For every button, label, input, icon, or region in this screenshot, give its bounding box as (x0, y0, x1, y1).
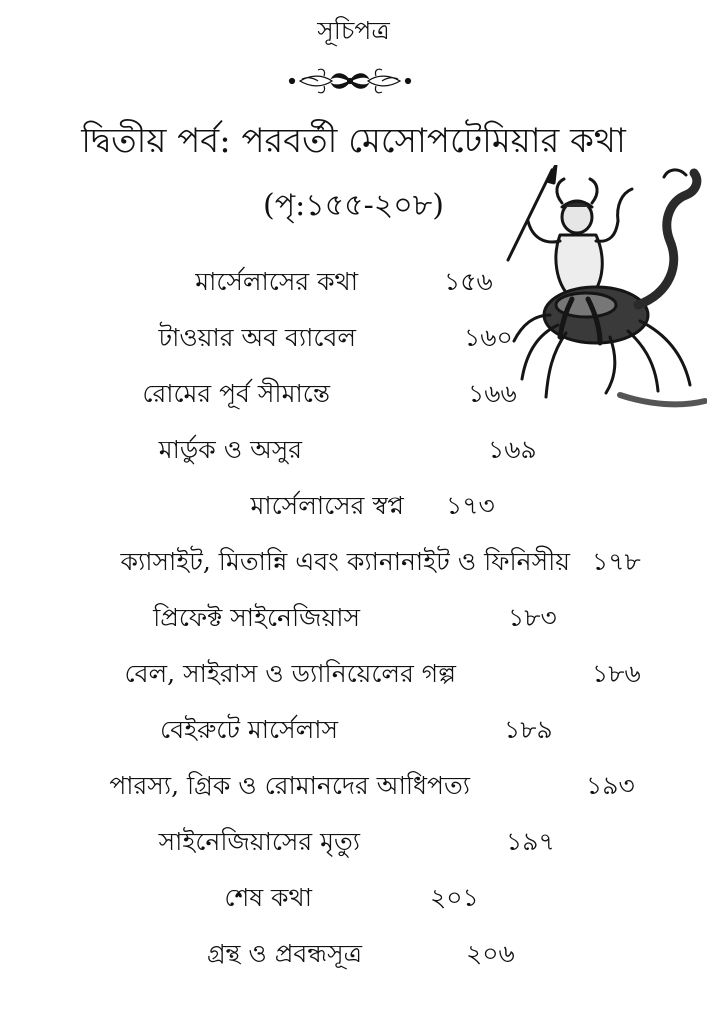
toc-entry-page: ১৬৯ (488, 435, 537, 464)
toc-entry-page: ১৫৬ (444, 267, 493, 296)
toc-row (0, 766, 707, 806)
toc-row (0, 430, 707, 470)
toc-entry-page: ১৮৬ (592, 659, 641, 688)
toc-entry-title: পারস্য, গ্রিক ও রোমানদের আধিপত্য (109, 771, 470, 800)
toc-entry-page: ২০৬ (466, 939, 515, 968)
toc-entry-title: বেইরুটে মার্সেলাস (160, 715, 338, 744)
section-title: দ্বিতীয় পর্ব: পরবর্তী মেসোপটেমিয়ার কথা (81, 121, 626, 161)
toc-entry-title: টাওয়ার অব ব্যাবেল (158, 323, 356, 352)
toc-entry-title: শেষ কথা (224, 883, 312, 912)
toc-entry-page: ১৮৩ (508, 603, 557, 632)
toc-row (0, 486, 707, 526)
toc-entry-page: ১৭৮ (592, 547, 641, 576)
page-header: সূচিপত্র (317, 16, 390, 45)
toc-entry-title: সাইনেজিয়াসের মৃত্যু (158, 827, 360, 856)
toc-row (0, 822, 707, 862)
toc-row (0, 262, 707, 302)
toc-entry-title: রোমের পূর্ব সীমান্তে (142, 379, 330, 408)
toc-row (0, 878, 707, 918)
toc-row (0, 374, 707, 414)
toc-entry-title: বেল, সাইরাস ও ড্যানিয়েলের গল্প (124, 659, 456, 688)
toc-row (0, 542, 707, 582)
toc-row (0, 710, 707, 750)
toc-row (0, 654, 707, 694)
toc-entry-title: মার্ডুক ও অসুর (158, 435, 302, 464)
toc-entry-page: ১৭৩ (446, 491, 495, 520)
page-range: (পৃ:১৫৫-২০৮) (263, 188, 444, 223)
toc-row (0, 598, 707, 638)
toc-entry-title: ক্যাসাইট, মিতান্নি এবং ক্যানানাইট ও ফিনিসীয় (120, 547, 570, 576)
floral-ornament-icon (288, 66, 412, 96)
toc-row (0, 318, 707, 358)
toc-entry-page: ২০১ (430, 883, 479, 912)
toc-entry-page: ১৬০ (464, 323, 513, 352)
toc-entry-page: ১৮৯ (504, 715, 553, 744)
toc-entry-title: মার্সেলাসের স্বপ্ন (250, 491, 404, 520)
toc-entry-page: ১৯৭ (506, 827, 555, 856)
toc-entry-title: মার্সেলাসের কথা (195, 267, 358, 296)
toc-entry-page: ১৯৩ (586, 771, 635, 800)
toc-entry-title: প্রিফেক্ট সাইনেজিয়াস (153, 603, 360, 632)
toc-row (0, 934, 707, 974)
toc-entry-page: ১৬৬ (468, 379, 517, 408)
toc-entry-title: গ্রন্থ ও প্রবন্ধসূত্র (206, 939, 362, 968)
